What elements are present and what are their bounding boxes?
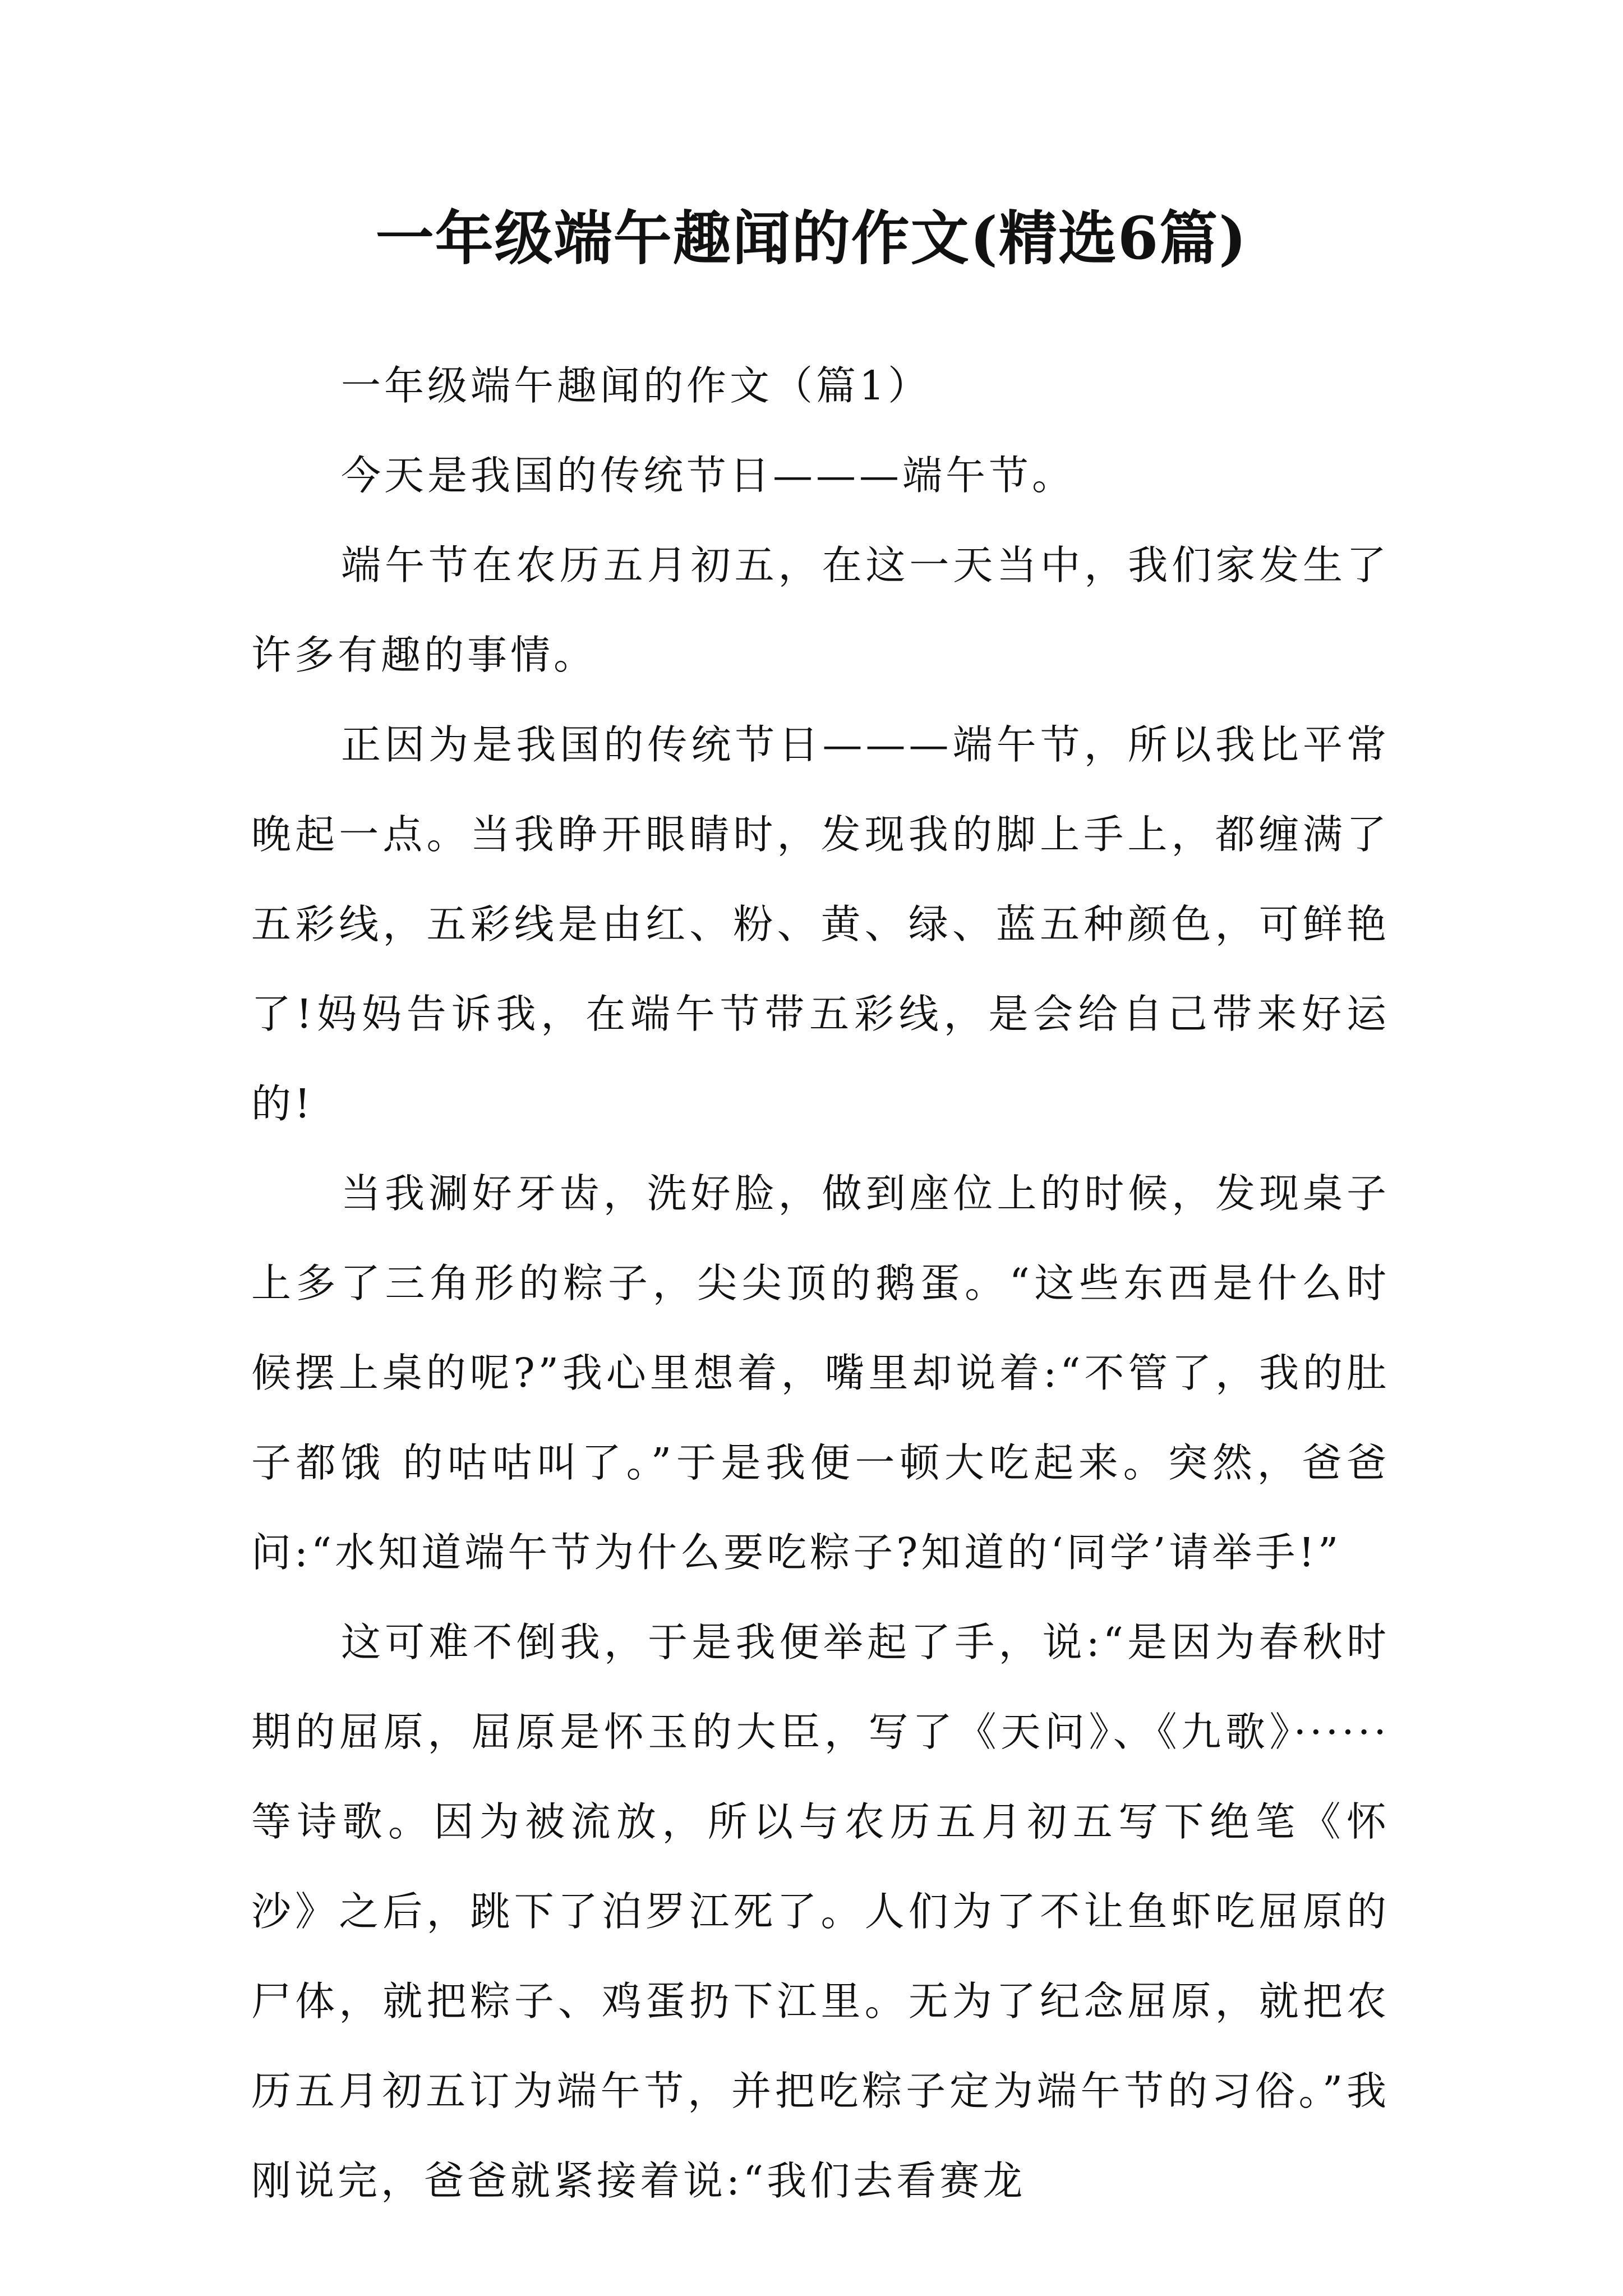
document-title: 一年级端午趣闻的作文(精选6篇) bbox=[375, 204, 1248, 273]
paragraph-1: 今天是我国的传统节日———端午节。 bbox=[341, 452, 1076, 499]
section-heading: 一年级端午趣闻的作文（篇1） bbox=[341, 362, 932, 409]
paragraph-3: 正因为是我国的传统节日———端午节，所以我比平常晚起一点。当我睁开眼睛时，发现我的脚上手上，都缠满了五彩线，五彩线是由红、粉、黄、绿、蓝五种颜色，可鲜艳了!妈妈告诉我，在端午节带五彩线，是会给自己带来好运的! bbox=[251, 721, 1390, 1127]
paragraph-2: 端午节在农历五月初五，在这一天当中，我们家发生了许多有趣的事情。 bbox=[251, 542, 1390, 678]
paragraph-5: 这可难不倒我，于是我便举起了手，说:“是因为春秋时期的屈原，屈原是怀玉的大臣，写了《天问》、《九歌》······等诗歌。因为被流放，所以与农历五月初五写下绝笔《怀沙》之后，跳下了泊罗江死了。人们为了不让鱼虾吃屈原的尸体，就把粽子、鸡蛋扔下江里。无为了纪念屈原，就把农历五月初五订为端午节，并把吃粽子定为端午节的习俗。”我刚说完，爸爸就紧接着说:“我们去看赛龙 bbox=[251, 1619, 1390, 2204]
paragraph-4: 当我涮好牙齿，洗好脸，做到座位上的时候，发现桌子上多了三角形的粽子，尖尖顶的鹅蛋。“这些东西是什么时候摆上桌的呢?”我心里想着，嘴里却说着:“不管了，我的肚子都饿 的咕咕叫了。”于是我便一顿大吃起来。突然，爸爸问:“水知道端午节为什么要吃粽子?知道的‘同学’请举手!” bbox=[251, 1170, 1390, 1576]
document-body bbox=[251, 341, 1390, 2226]
